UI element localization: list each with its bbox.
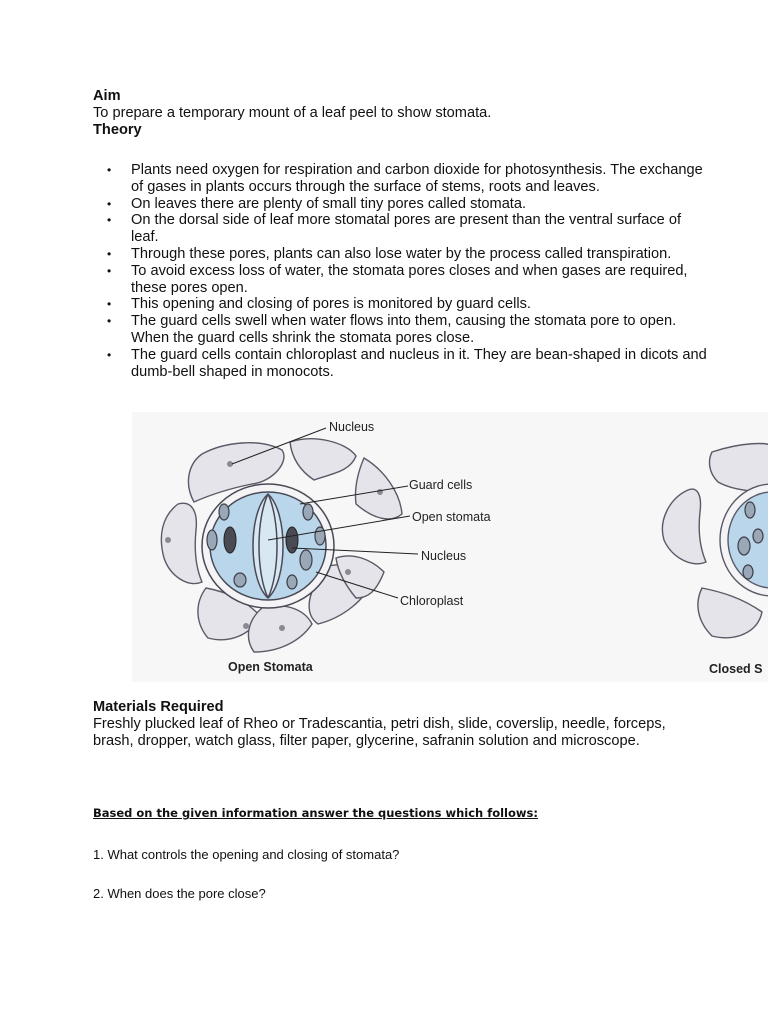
- theory-heading: Theory: [93, 122, 142, 138]
- label-open-stomata: Open stomata: [412, 510, 491, 524]
- theory-point: • On the dorsal side of leaf more stomatal pores are present than the ventral surface of leaf.: [131, 212, 711, 246]
- label-nucleus: Nucleus: [421, 549, 467, 563]
- open-stoma: [202, 484, 334, 608]
- caption-closed-stomata: Closed S: [709, 662, 763, 676]
- aim-heading: Aim: [93, 88, 121, 104]
- aim-text: To prepare a temporary mount of a leaf peel to show stomata.: [93, 105, 492, 121]
- question-item: 2. When does the pore close?: [93, 886, 266, 901]
- theory-point: • The guard cells contain chloroplast and nucleus in it. They are bean-shaped in dicots and dumb-bell shaped in monocots.: [131, 347, 711, 381]
- questions-heading: Based on the given information answer the questions which follows:: [93, 806, 538, 820]
- label-nucleus-top: Nucleus: [329, 420, 375, 434]
- theory-point: • The guard cells swell when water flows into them, causing the stomata pore to open. When the guard cells shrink the stomata pores close.: [131, 313, 711, 347]
- theory-point: • Through these pores, plants can also lose water by the process called transpiration.: [131, 246, 711, 263]
- theory-point: • Plants need oxygen for respiration and carbon dioxide for photosynthesis. The exchange of gases in plants occurs through the surface of stems, roots and leaves.: [131, 162, 711, 196]
- theory-point: • On leaves there are plenty of small tiny pores called stomata.: [131, 196, 711, 213]
- label-chloroplast: Chloroplast: [400, 594, 464, 608]
- stomata-diagram: [132, 412, 768, 682]
- materials-heading: Materials Required: [93, 699, 224, 715]
- label-guard-cells: Guard cells: [409, 478, 473, 492]
- closed-stoma-partial: [662, 444, 768, 638]
- caption-open-stomata: Open Stomata: [228, 660, 313, 674]
- stomata-figure: [132, 412, 768, 682]
- materials-text: Freshly plucked leaf of Rheo or Tradescantia, petri dish, slide, coverslip, needle, forceps, brash, dropper, watch glass, filter paper, glycerine, safranin solution and microscope.: [93, 716, 666, 749]
- question-item: 1. What controls the opening and closing of stomata?: [93, 847, 400, 862]
- theory-point: • This opening and closing of pores is monitored by guard cells.: [131, 296, 711, 313]
- theory-point: • To avoid excess loss of water, the stomata pores closes and when gases are required, these pores open.: [131, 263, 711, 297]
- theory-list: [93, 162, 711, 380]
